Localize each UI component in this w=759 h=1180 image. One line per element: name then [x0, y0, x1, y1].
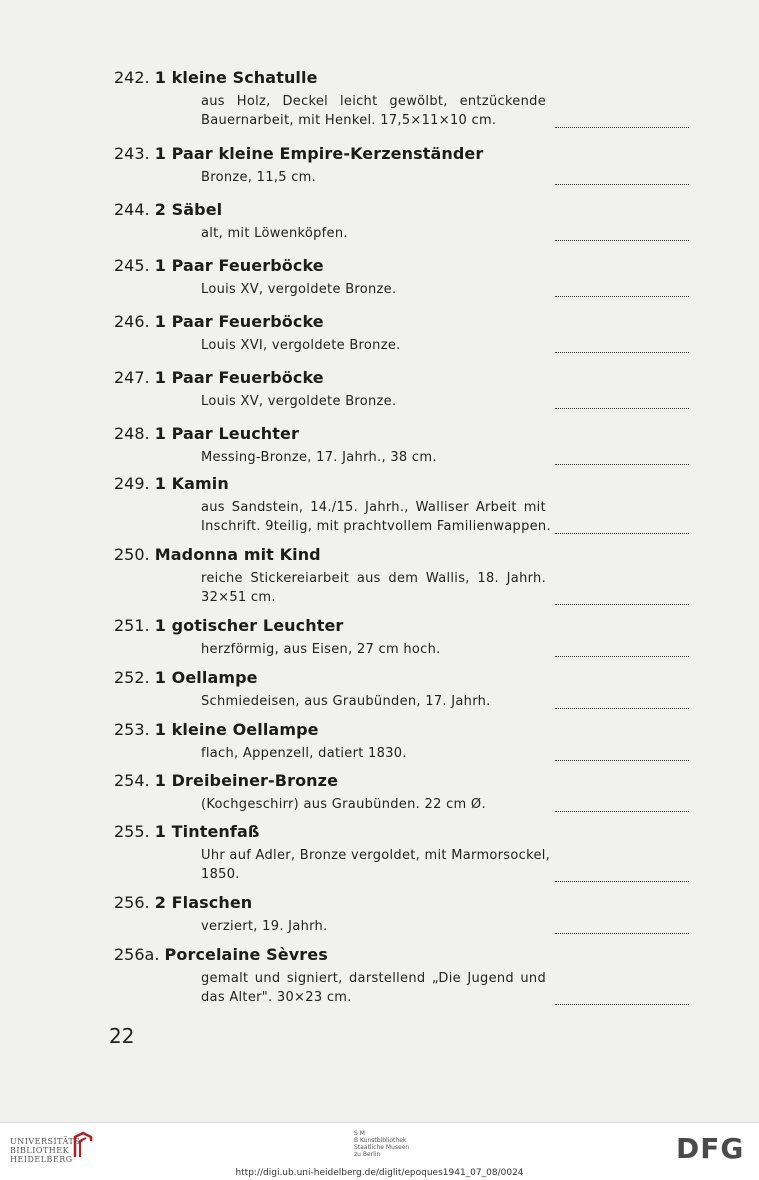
- entry-title: 1 kleine Oellampe: [154, 720, 319, 739]
- footer-bar: [0, 1122, 759, 1180]
- entry-number: 247.: [114, 368, 150, 387]
- entry-number: 254.: [114, 771, 150, 790]
- entry-description-line: Louis XVI, vergoldete Bronze.: [201, 338, 401, 353]
- entry-number: 242.: [114, 68, 150, 87]
- entry-heading: [114, 720, 319, 739]
- entry-number: 243.: [114, 144, 150, 163]
- entry-title: 1 kleine Schatulle: [154, 68, 318, 87]
- entry-number: 256a.: [114, 945, 160, 964]
- entry-number: 244.: [114, 200, 150, 219]
- entry-description-line: Louis XV, vergoldete Bronze.: [201, 282, 397, 297]
- entry-description-line: Bauernarbeit, mit Henkel. 17,5×11×10 cm.: [201, 113, 497, 128]
- entry-title: Madonna mit Kind: [154, 545, 321, 564]
- entry-title: 1 Oellampe: [154, 668, 258, 687]
- entry-title: 1 Tintenfaß: [154, 822, 260, 841]
- entry-description-line: Uhr auf Adler, Bronze vergoldet, mit Marmorsockel,: [201, 848, 551, 863]
- entry-title: 1 Kamin: [154, 474, 229, 493]
- entry-title: Porcelaine Sèvres: [164, 945, 328, 964]
- price-dotted-line: [555, 881, 689, 882]
- entry-description-line: gemalt und signiert, darstellend „Die Jugend und: [201, 971, 546, 986]
- entry-number: 255.: [114, 822, 150, 841]
- price-dotted-line: [555, 240, 689, 241]
- entry-heading: [114, 822, 259, 841]
- price-dotted-line: [555, 656, 689, 657]
- entry-heading: [114, 616, 343, 635]
- heidelberg-logo-icon[interactable]: [72, 1131, 94, 1159]
- entry-number: 250.: [114, 545, 150, 564]
- kunstbibliothek-logo-text[interactable]: S M B Kunstbibliothek Staatliche Museen zu Berlin: [354, 1130, 410, 1158]
- entry-description-line: 32×51 cm.: [201, 590, 276, 605]
- entry-description-line: flach, Appenzell, datiert 1830.: [201, 746, 407, 761]
- entry-description-line: verziert, 19. Jahrh.: [201, 919, 328, 934]
- entry-heading: [114, 256, 324, 275]
- entry-number: 252.: [114, 668, 150, 687]
- entry-title: 1 Paar Feuerböcke: [154, 312, 324, 331]
- entry-description-line: Bronze, 11,5 cm.: [201, 170, 317, 185]
- entry-heading: [114, 545, 321, 564]
- entry-description-line: Schmiedeisen, aus Graubünden, 17. Jahrh.: [201, 694, 491, 709]
- entry-number: 256.: [114, 893, 150, 912]
- entry-title: 2 Säbel: [154, 200, 223, 219]
- price-dotted-line: [555, 533, 689, 534]
- price-dotted-line: [555, 1004, 689, 1005]
- entry-heading: [114, 144, 483, 163]
- entry-title: 1 gotischer Leuchter: [154, 616, 344, 635]
- entry-heading: [114, 200, 222, 219]
- price-dotted-line: [555, 811, 689, 812]
- entry-description-line: herzförmig, aus Eisen, 27 cm hoch.: [201, 642, 441, 657]
- entry-title: 1 Paar Feuerböcke: [154, 368, 324, 387]
- entry-title: 1 Dreibeiner-Bronze: [154, 771, 339, 790]
- price-dotted-line: [555, 184, 689, 185]
- page-number: 22: [109, 1024, 135, 1048]
- entry-number: 249.: [114, 474, 150, 493]
- price-dotted-line: [555, 408, 689, 409]
- entry-heading: [114, 668, 258, 687]
- entry-description-line: Louis XV, vergoldete Bronze.: [201, 394, 397, 409]
- entry-description-line: reiche Stickereiarbeit aus dem Wallis, 18. Jahrh.: [201, 571, 546, 586]
- entry-description-line: aus Holz, Deckel leicht gewölbt, entzückende: [201, 94, 546, 109]
- entry-heading: [114, 368, 324, 387]
- source-url-link[interactable]: http://digi.ub.uni-heidelberg.de/diglit/epoques1941_07_08/0024: [235, 1168, 524, 1178]
- price-dotted-line: [555, 296, 689, 297]
- entry-title: 2 Flaschen: [154, 893, 253, 912]
- entry-heading: [114, 424, 299, 443]
- entry-description-line: das Alter". 30×23 cm.: [201, 990, 352, 1005]
- entry-description-line: Inschrift. 9teilig, mit prachtvollem Familienwappen.: [201, 519, 551, 534]
- price-dotted-line: [555, 352, 689, 353]
- entry-number: 251.: [114, 616, 150, 635]
- price-dotted-line: [555, 708, 689, 709]
- entry-number: 245.: [114, 256, 150, 275]
- entry-description-line: (Kochgeschirr) aus Graubünden. 22 cm Ø.: [201, 797, 486, 812]
- entry-heading: [114, 312, 324, 331]
- university-library-logo-text[interactable]: UNIVERSITÄTS- BIBLIOTHEK HEIDELBERG: [10, 1137, 84, 1164]
- entry-title: 1 Paar kleine Empire-Kerzenständer: [154, 144, 484, 163]
- entry-description-line: alt, mit Löwenköpfen.: [201, 226, 348, 241]
- entry-description-line: 1850.: [201, 867, 240, 882]
- price-dotted-line: [555, 760, 689, 761]
- entry-heading: [114, 68, 318, 87]
- price-dotted-line: [555, 127, 689, 128]
- entry-description-line: aus Sandstein, 14./15. Jahrh., Walliser Arbeit mit: [201, 500, 546, 515]
- price-dotted-line: [555, 604, 689, 605]
- entry-title: 1 Paar Leuchter: [154, 424, 299, 443]
- entry-heading: [114, 474, 229, 493]
- entry-description-line: Messing-Bronze, 17. Jahrh., 38 cm.: [201, 450, 437, 465]
- dfg-logo[interactable]: DFG: [676, 1132, 745, 1165]
- price-dotted-line: [555, 464, 689, 465]
- entry-title: 1 Paar Feuerböcke: [154, 256, 324, 275]
- entry-heading: [114, 945, 328, 964]
- entry-number: 248.: [114, 424, 150, 443]
- price-dotted-line: [555, 933, 689, 934]
- entry-heading: [114, 893, 252, 912]
- entry-number: 246.: [114, 312, 150, 331]
- entry-heading: [114, 771, 338, 790]
- entry-number: 253.: [114, 720, 150, 739]
